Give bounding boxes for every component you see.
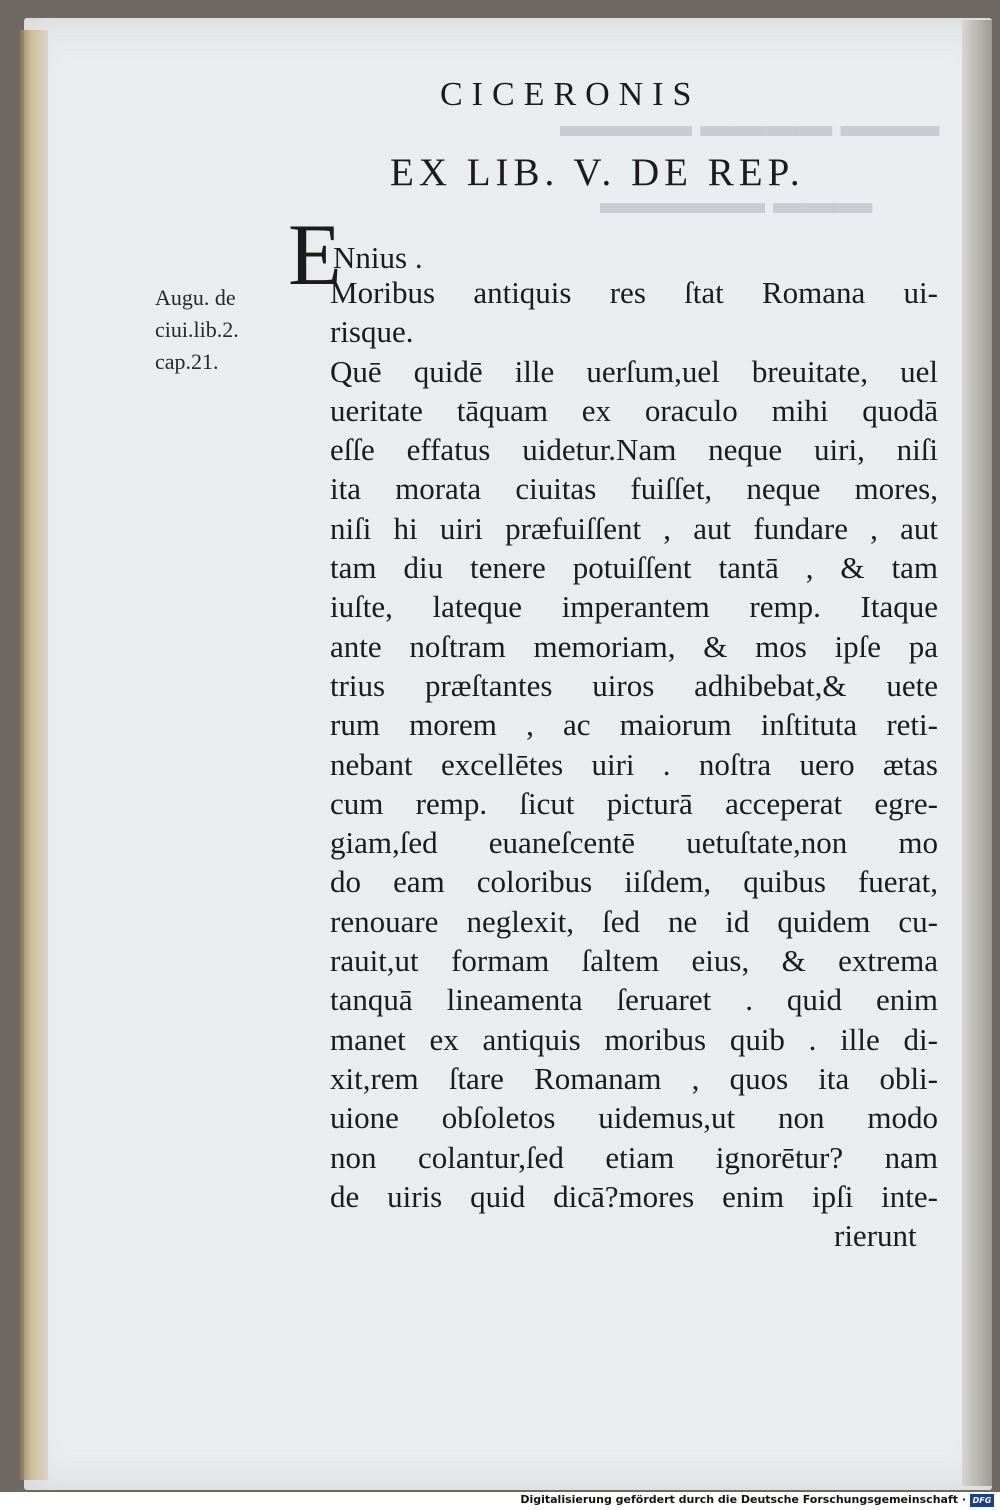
text-line: ante noſtram memoriam, & mos ipſe pa — [330, 628, 938, 664]
funding-credit: Digitalisierung gefördert durch die Deutsche Forschungsgemeinschaft · — [520, 1493, 966, 1506]
text-line: renouare neglexit, ſed ne id quidem cu- — [330, 903, 938, 939]
text-line: cum remp. ſicut picturā acceperat egre- — [330, 785, 938, 821]
show-through-mark: ▬▬▬ ▬▬▬▬ ▬▬▬▬ — [560, 108, 940, 144]
text-line: tanquā lineamenta ſeruaret . quid enim — [330, 982, 938, 1018]
body-text — [330, 273, 938, 1216]
text-line: de uiris quid dicā?mores enim ipſi inte- — [330, 1178, 938, 1214]
digitization-footer — [0, 1492, 1000, 1510]
text-line: ita morata ciuitas fuiſſet, neque mores, — [330, 471, 938, 507]
running-head: CICERONIS — [440, 76, 701, 113]
text-line: do eam coloribus iiſdem, quibus fuerat, — [330, 864, 938, 900]
page-right-edge — [962, 20, 992, 1486]
text-line: nebant excellētes uiri . noſtra uero ætas — [330, 746, 938, 782]
text-line: rauit,ut formam ſaltem eius, & extrema — [330, 943, 938, 979]
section-title: EX LIB. V. DE REP. — [390, 151, 805, 194]
drop-cap: E — [288, 207, 342, 304]
text-line: uione obſoletos uidemus,ut non modo — [330, 1100, 938, 1136]
margin-note-line: cap.21. — [155, 349, 219, 374]
text-line: niſi hi uiri præfuiſſent , aut fundare , aut — [330, 510, 938, 546]
text-line: Moribus antiquis res ſtat Romana ui- — [330, 275, 938, 310]
text-line: giam,ſed euaneſcentē uetuſtate,non mo — [330, 825, 938, 861]
page-binding-edge — [20, 30, 48, 1480]
text-line: iuſte, lateque imperantem remp. Itaque — [330, 589, 938, 625]
first-line: Nnius . — [333, 240, 423, 275]
margin-note-line: Augu. de — [155, 285, 236, 310]
text-line: trius præſtantes uiros adhibebat,& uete — [330, 667, 938, 703]
text-line: tam diu tenere potuiſſent tantā , & tam — [330, 550, 938, 586]
text-line: ueritate tāquam ex oraculo mihi quodā — [330, 392, 938, 428]
margin-note — [155, 282, 239, 378]
text-line: risque. — [330, 314, 414, 350]
catchword: rierunt — [834, 1218, 917, 1253]
text-line: non colantur,ſed etiam ignorētur? nam — [330, 1139, 938, 1175]
margin-note-line: ciui.lib.2. — [155, 317, 239, 342]
text-line: eſſe effatus uidetur.Nam neque uiri, niſi — [330, 432, 938, 468]
text-line: rum morem , ac maiorum inſtituta reti- — [330, 707, 938, 743]
dfg-logo: DFG — [970, 1494, 994, 1507]
text-line: Quē quidē ille uerſum,uel breuitate, uel — [330, 353, 938, 389]
text-line: xit,rem ſtare Romanam , quos ita obli- — [330, 1060, 938, 1096]
show-through-mark: ▬▬▬ ▬▬▬▬▬ — [600, 185, 873, 221]
text-line: manet ex antiquis moribus quib . ille di- — [330, 1021, 938, 1057]
